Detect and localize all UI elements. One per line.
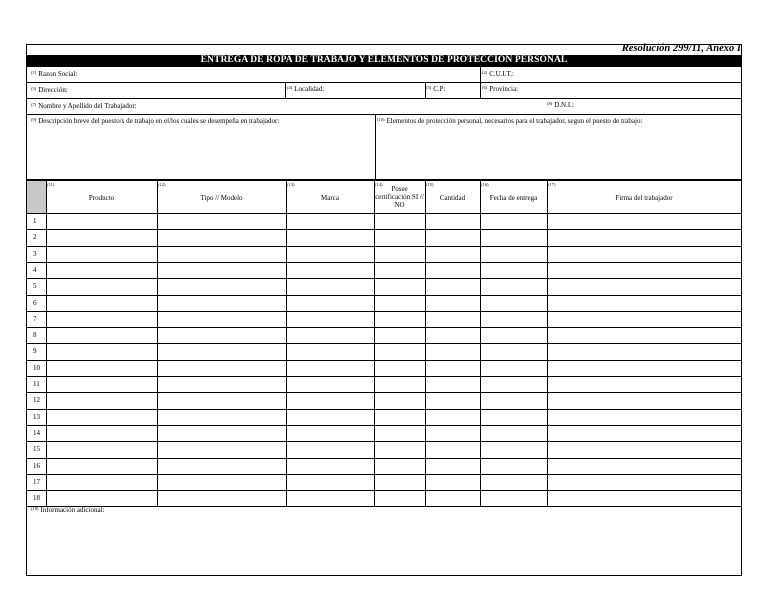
column-header: Firma del trabajador bbox=[615, 193, 673, 202]
table-cell[interactable] bbox=[287, 442, 373, 456]
table-cell[interactable] bbox=[481, 459, 546, 473]
table-cell[interactable] bbox=[426, 328, 479, 342]
table-cell[interactable] bbox=[481, 491, 546, 505]
table-cell[interactable] bbox=[47, 491, 156, 505]
column-number: (12) bbox=[158, 182, 166, 187]
table-cell[interactable] bbox=[47, 214, 156, 228]
table-cell[interactable] bbox=[287, 491, 373, 505]
resolution-label: Resolución 299/11, Anexo I bbox=[621, 43, 741, 54]
table-cell[interactable] bbox=[548, 491, 740, 505]
table-cell[interactable] bbox=[375, 377, 424, 391]
table-cell[interactable] bbox=[47, 426, 156, 440]
table-cell[interactable] bbox=[548, 426, 740, 440]
table-cell[interactable] bbox=[287, 328, 373, 342]
row-number: 13 bbox=[33, 412, 40, 421]
table-cell[interactable] bbox=[481, 426, 546, 440]
table-cell[interactable] bbox=[426, 361, 479, 375]
column-number: (14) bbox=[375, 182, 383, 187]
table-cell[interactable] bbox=[548, 475, 740, 489]
table-cell[interactable] bbox=[548, 442, 740, 456]
table-cell[interactable] bbox=[481, 296, 546, 310]
table-cell[interactable] bbox=[47, 230, 156, 244]
table-cell[interactable] bbox=[375, 279, 424, 293]
table-cell[interactable] bbox=[426, 312, 479, 326]
table-cell[interactable] bbox=[426, 230, 479, 244]
table-cell[interactable] bbox=[47, 247, 156, 261]
localidad-field[interactable]: $^{(4)}$ Localidad: bbox=[287, 85, 325, 93]
table-cell[interactable] bbox=[426, 279, 479, 293]
table-cell[interactable] bbox=[481, 442, 546, 456]
table-cell[interactable] bbox=[158, 296, 285, 310]
informacion-adicional[interactable]: $^{(18)}$ Información adicional: bbox=[31, 506, 105, 514]
table-cell[interactable] bbox=[375, 361, 424, 375]
table-cell[interactable] bbox=[287, 230, 373, 244]
table-cell[interactable] bbox=[375, 426, 424, 440]
table-cell[interactable] bbox=[481, 344, 546, 358]
table-cell[interactable] bbox=[481, 475, 546, 489]
table-cell[interactable] bbox=[375, 328, 424, 342]
row-number: 9 bbox=[33, 347, 37, 356]
row-number: 4 bbox=[33, 265, 37, 274]
row-number: 8 bbox=[33, 331, 37, 340]
column-number: (15) bbox=[426, 182, 434, 187]
table-cell[interactable] bbox=[375, 410, 424, 424]
table-cell[interactable] bbox=[287, 312, 373, 326]
table-cell[interactable] bbox=[548, 296, 740, 310]
table-cell[interactable] bbox=[47, 393, 156, 407]
table-cell[interactable] bbox=[426, 214, 479, 228]
dni-field[interactable]: $^{(8)}$ D.N.I.: bbox=[547, 101, 574, 109]
column-header: Producto bbox=[88, 193, 115, 202]
table-cell[interactable] bbox=[548, 214, 740, 228]
table-cell[interactable] bbox=[47, 263, 156, 277]
table-cell[interactable] bbox=[375, 393, 424, 407]
column-number: (16) bbox=[481, 182, 489, 187]
table-cell[interactable] bbox=[426, 344, 479, 358]
epp-form bbox=[26, 44, 742, 576]
table-cell[interactable] bbox=[426, 377, 479, 391]
table-corner bbox=[27, 181, 46, 213]
table-cell[interactable] bbox=[481, 377, 546, 391]
row-number: 2 bbox=[33, 233, 37, 242]
column-header: Marca bbox=[321, 193, 339, 202]
direccion-field[interactable]: $^{(3)}$ Dirección: bbox=[31, 86, 68, 94]
table-cell[interactable] bbox=[375, 214, 424, 228]
table-cell[interactable] bbox=[481, 312, 546, 326]
cuit-field[interactable]: $^{(2)}$ C.U.I.T.: bbox=[482, 70, 515, 78]
table-cell[interactable] bbox=[158, 214, 285, 228]
table-cell[interactable] bbox=[47, 442, 156, 456]
table-cell[interactable] bbox=[287, 361, 373, 375]
nombre-trabajador-field[interactable]: $^{(7)}$ Nombre y Apellido del Trabajador: bbox=[31, 102, 137, 110]
table-cell[interactable] bbox=[548, 263, 740, 277]
table-cell[interactable] bbox=[158, 377, 285, 391]
table-cell[interactable] bbox=[481, 263, 546, 277]
elementos-proteccion-field[interactable]: $^{(10)}$ Elementos de protección personal, necesarios para el trabajador, segun el puesto de trabajo: bbox=[377, 117, 643, 125]
row-number: 7 bbox=[33, 314, 37, 323]
table-cell[interactable] bbox=[287, 296, 373, 310]
table-cell[interactable] bbox=[426, 426, 479, 440]
table-cell[interactable] bbox=[287, 263, 373, 277]
table-cell[interactable] bbox=[426, 410, 479, 424]
table-cell[interactable] bbox=[548, 328, 740, 342]
table-cell[interactable] bbox=[287, 279, 373, 293]
table-cell[interactable] bbox=[47, 328, 156, 342]
column-header: Tipo // Modelo bbox=[200, 193, 243, 202]
row-number: 11 bbox=[33, 380, 40, 388]
table-cell[interactable] bbox=[287, 344, 373, 358]
table-cell[interactable] bbox=[47, 410, 156, 424]
table-cell[interactable] bbox=[287, 410, 373, 424]
table-cell[interactable] bbox=[158, 361, 285, 375]
column-header: Posee certificación SI // NO bbox=[375, 184, 424, 209]
table-cell[interactable] bbox=[426, 393, 479, 407]
table-cell[interactable] bbox=[158, 312, 285, 326]
table-cell[interactable] bbox=[375, 230, 424, 244]
table-cell[interactable] bbox=[287, 393, 373, 407]
table-cell[interactable] bbox=[426, 459, 479, 473]
column-header: Fecha de entrega bbox=[489, 193, 538, 202]
table-cell[interactable] bbox=[158, 442, 285, 456]
table-cell[interactable] bbox=[158, 459, 285, 473]
table-cell[interactable] bbox=[287, 459, 373, 473]
table-cell[interactable] bbox=[548, 377, 740, 391]
row-number: 15 bbox=[33, 445, 40, 454]
table-cell[interactable] bbox=[47, 312, 156, 326]
table-cell[interactable] bbox=[375, 296, 424, 310]
row-number: 6 bbox=[33, 298, 37, 307]
table-cell[interactable] bbox=[158, 426, 285, 440]
column-number: (13) bbox=[287, 182, 295, 187]
table-cell[interactable] bbox=[548, 459, 740, 473]
table-cell[interactable] bbox=[481, 361, 546, 375]
table-cell[interactable] bbox=[548, 410, 740, 424]
table-cell[interactable] bbox=[375, 475, 424, 489]
row-number: 10 bbox=[33, 363, 40, 372]
table-cell[interactable] bbox=[287, 475, 373, 489]
table-cell[interactable] bbox=[47, 377, 156, 391]
table-cell[interactable] bbox=[481, 214, 546, 228]
table-cell[interactable] bbox=[158, 344, 285, 358]
table-cell[interactable] bbox=[426, 247, 479, 261]
table-cell[interactable] bbox=[426, 263, 479, 277]
table-cell[interactable] bbox=[375, 263, 424, 277]
table-cell[interactable] bbox=[548, 361, 740, 375]
row-number: 17 bbox=[33, 477, 40, 486]
table-cell[interactable] bbox=[548, 344, 740, 358]
row-number: 12 bbox=[33, 396, 40, 405]
row-number: 1 bbox=[33, 217, 37, 225]
table-cell[interactable] bbox=[481, 279, 546, 293]
descripcion-puesto-field[interactable]: $^{(9)}$ Descripción breve del puesto/s de trabajo en el/los cuales se desempeña en trabajador: bbox=[31, 117, 280, 125]
table-cell[interactable] bbox=[481, 247, 546, 261]
table-cell[interactable] bbox=[375, 442, 424, 456]
table-cell[interactable] bbox=[375, 459, 424, 473]
razon-social-field[interactable]: $^{(1)}$ Razon Social: bbox=[31, 70, 78, 78]
table-cell[interactable] bbox=[426, 296, 479, 310]
row-number: 18 bbox=[33, 494, 40, 503]
table-cell[interactable] bbox=[287, 214, 373, 228]
table-cell[interactable] bbox=[158, 475, 285, 489]
table-cell[interactable] bbox=[47, 475, 156, 489]
table-cell[interactable] bbox=[481, 328, 546, 342]
row-number: 5 bbox=[33, 282, 37, 291]
column-header: Cantidad bbox=[439, 193, 466, 202]
row-number: 3 bbox=[33, 249, 37, 258]
table-cell[interactable] bbox=[375, 312, 424, 326]
form-title: ENTREGA DE ROPA DE TRABAJO Y ELEMENTOS DE PROTECCION PERSONAL bbox=[27, 55, 741, 66]
provincia-field[interactable]: $^{(6)}$ Provincia: bbox=[482, 85, 519, 93]
column-number: (17) bbox=[548, 182, 556, 187]
table-cell[interactable] bbox=[158, 491, 285, 505]
table-cell[interactable] bbox=[158, 393, 285, 407]
table-cell[interactable] bbox=[548, 393, 740, 407]
table-cell[interactable] bbox=[158, 263, 285, 277]
table-cell[interactable] bbox=[287, 377, 373, 391]
table-cell[interactable] bbox=[287, 247, 373, 261]
column-number: (11) bbox=[47, 182, 55, 187]
table-cell[interactable] bbox=[548, 230, 740, 244]
cp-field[interactable]: $^{(5)}$ C.P: bbox=[426, 85, 446, 93]
table-cell[interactable] bbox=[158, 410, 285, 424]
table-cell[interactable] bbox=[426, 491, 479, 505]
table-cell[interactable] bbox=[426, 475, 479, 489]
table-cell[interactable] bbox=[47, 344, 156, 358]
table-cell[interactable] bbox=[158, 230, 285, 244]
table-cell[interactable] bbox=[47, 296, 156, 310]
table-cell[interactable] bbox=[47, 361, 156, 375]
table-cell[interactable] bbox=[158, 279, 285, 293]
table-cell[interactable] bbox=[47, 459, 156, 473]
table-cell[interactable] bbox=[548, 312, 740, 326]
table-cell[interactable] bbox=[375, 491, 424, 505]
table-cell[interactable] bbox=[481, 393, 546, 407]
table-cell[interactable] bbox=[158, 247, 285, 261]
row-number: 14 bbox=[33, 428, 40, 437]
table-cell[interactable] bbox=[548, 279, 740, 293]
table-cell[interactable] bbox=[481, 230, 546, 244]
table-cell[interactable] bbox=[375, 344, 424, 358]
table-cell[interactable] bbox=[548, 247, 740, 261]
table-cell[interactable] bbox=[47, 279, 156, 293]
table-cell[interactable] bbox=[426, 442, 479, 456]
row-number: 16 bbox=[33, 461, 40, 470]
table-cell[interactable] bbox=[158, 328, 285, 342]
table-cell[interactable] bbox=[287, 426, 373, 440]
table-cell[interactable] bbox=[375, 247, 424, 261]
table-cell[interactable] bbox=[481, 410, 546, 424]
